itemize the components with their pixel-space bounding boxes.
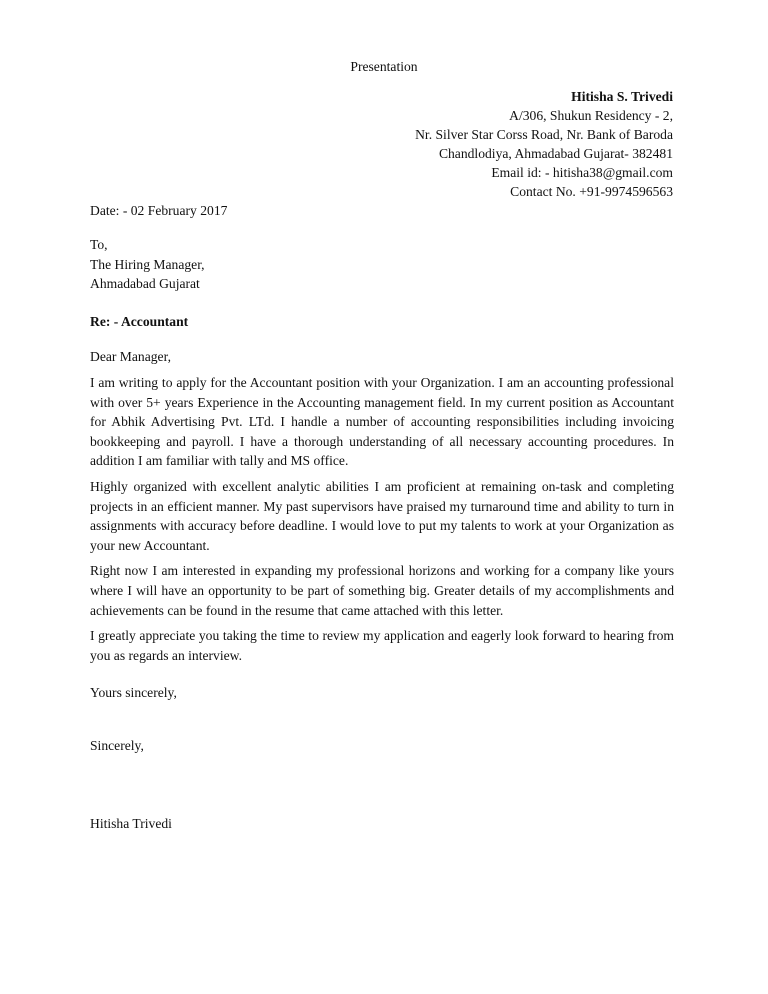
body-paragraph-2: Highly organized with excellent analytic abilities I am proficient at remaining on-task and completing projects in an efficient manner. My past supervisors have praised my turnaround time and ability to turn in assignments with accuracy before deadline. I would love to put my talents to work at your Organization as your new Accountant. — [90, 478, 674, 553]
salutation: Dear Manager, — [90, 349, 171, 364]
subject-line: Re: - Accountant — [90, 314, 189, 329]
letter-body — [90, 373, 674, 671]
signature-name: Hitisha Trivedi — [90, 816, 172, 831]
sender-contact: Contact No. +91-9974596563 — [510, 184, 673, 199]
sender-address-line-3: Chandlodiya, Ahmadabad Gujarat- 382481 — [438, 146, 673, 161]
sender-address-block — [333, 87, 673, 201]
closing-sincerely: Sincerely, — [90, 738, 144, 753]
sender-address-line-1: A/306, Shukun Residency - 2, — [509, 108, 673, 123]
body-paragraph-3: Right now I am interested in expanding my professional horizons and working for a company like yours where I will have an opportunity to be part of something big. Greater details of my accomplishments and achievements can be found in the resume that came attached with this letter. — [90, 563, 674, 618]
body-paragraph-4: I greatly appreciate you taking the time to review my application and eagerly look forward to hearing from you as regards an interview. — [90, 628, 674, 663]
recipient-line-2: The Hiring Manager, — [90, 256, 205, 272]
body-paragraph-1: I am writing to apply for the Accountant position with your Organization. I am an accounting professional with over 5+ years Experience in the Accounting management field. In my current position as Accountant for Abhik Advertising Pvt. LTd. I handle a number of accounting responsibilities including invoicing bookkeeping and payroll. I have a thorough understanding of all necessary accounting procedures. In addition I am familiar with tally and MS office. — [90, 375, 674, 469]
letter-date: Date: - 02 February 2017 — [90, 203, 228, 218]
recipient-line-3: Ahmadabad Gujarat — [90, 276, 200, 292]
document-title: Presentation — [350, 59, 418, 74]
recipient-block — [90, 235, 674, 294]
recipient-line-1: To, — [90, 237, 108, 252]
closing-yours-sincerely: Yours sincerely, — [90, 685, 177, 700]
sender-address-line-2: Nr. Silver Star Corss Road, Nr. Bank of Baroda — [415, 127, 673, 142]
sender-name: Hitisha S. Trivedi — [571, 89, 673, 104]
sender-email: Email id: - hitisha38@gmail.com — [491, 165, 673, 180]
